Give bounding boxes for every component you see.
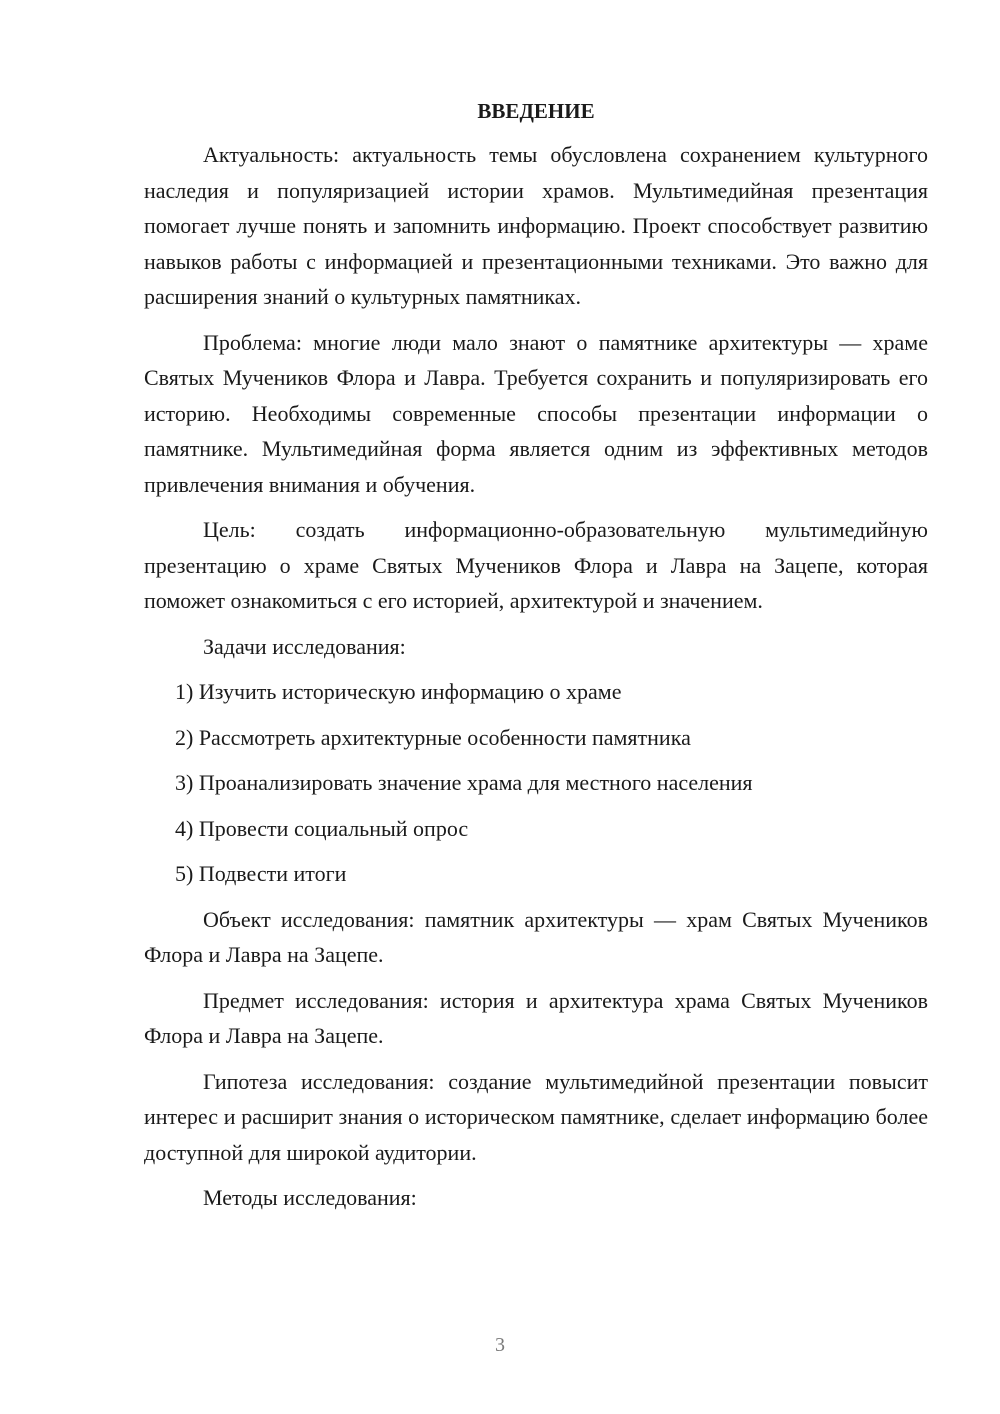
task-item-2: 2) Рассмотреть архитектурные особенности памятника — [175, 724, 691, 750]
goal-paragraph: Цель: создать информационно-образовательную мультимедийную презентацию о храме Святых Мучеников Флора и Лавра на Зацепе, которая поможет ознакомиться с его историей, архитектурой и значением. — [144, 517, 928, 613]
problem-paragraph: Проблема: многие люди мало знают о памятнике архитектуры — храме Святых Мучеников Флора и Лавра. Требуется сохранить и популяризировать его историю. Необходимы современные способы презентации информации о памятнике. Мультимедийная форма является одним из эффективных методов привлечения внимания и обучения. — [144, 329, 928, 497]
relevance-paragraph: Актуальность: актуальность темы обусловлена сохранением культурного наследия и популяризацией истории храмов. Мультимедийная презентация помогает лучше понять и запомнить информацию. Проект способствует развитию навыков работы с информацией и презентационными техниками. Это важно для расширения знаний о культурных памятниках. — [144, 142, 928, 309]
methods-heading: Методы исследования: — [203, 1185, 417, 1210]
tasks-list — [144, 674, 928, 892]
hypothesis-paragraph: Гипотеза исследования: создание мультимедийной презентации повысит интерес и расширит знания о историческом памятнике, сделает информацию более доступной для широкой аудитории. — [144, 1068, 928, 1165]
object-paragraph: Объект исследования: памятник архитектуры — храм Святых Мучеников Флора и Лавра на Зацепе. — [144, 906, 928, 967]
subject-paragraph: Предмет исследования: история и архитектура храма Святых Мучеников Флора и Лавра на Зацепе. — [144, 987, 928, 1048]
task-item-3: 3) Проанализировать значение храма для местного населения — [175, 770, 753, 795]
task-item-1: 1) Изучить историческую информацию о храме — [175, 679, 622, 704]
page-number: 3 — [495, 1334, 505, 1356]
tasks-heading: Задачи исследования: — [203, 633, 406, 659]
task-item-5: 5) Подвести итоги — [175, 861, 347, 886]
page-title: ВВЕДЕНИЕ — [477, 99, 595, 123]
task-item-4: 4) Провести социальный опрос — [175, 815, 469, 841]
page-body — [144, 96, 928, 1226]
